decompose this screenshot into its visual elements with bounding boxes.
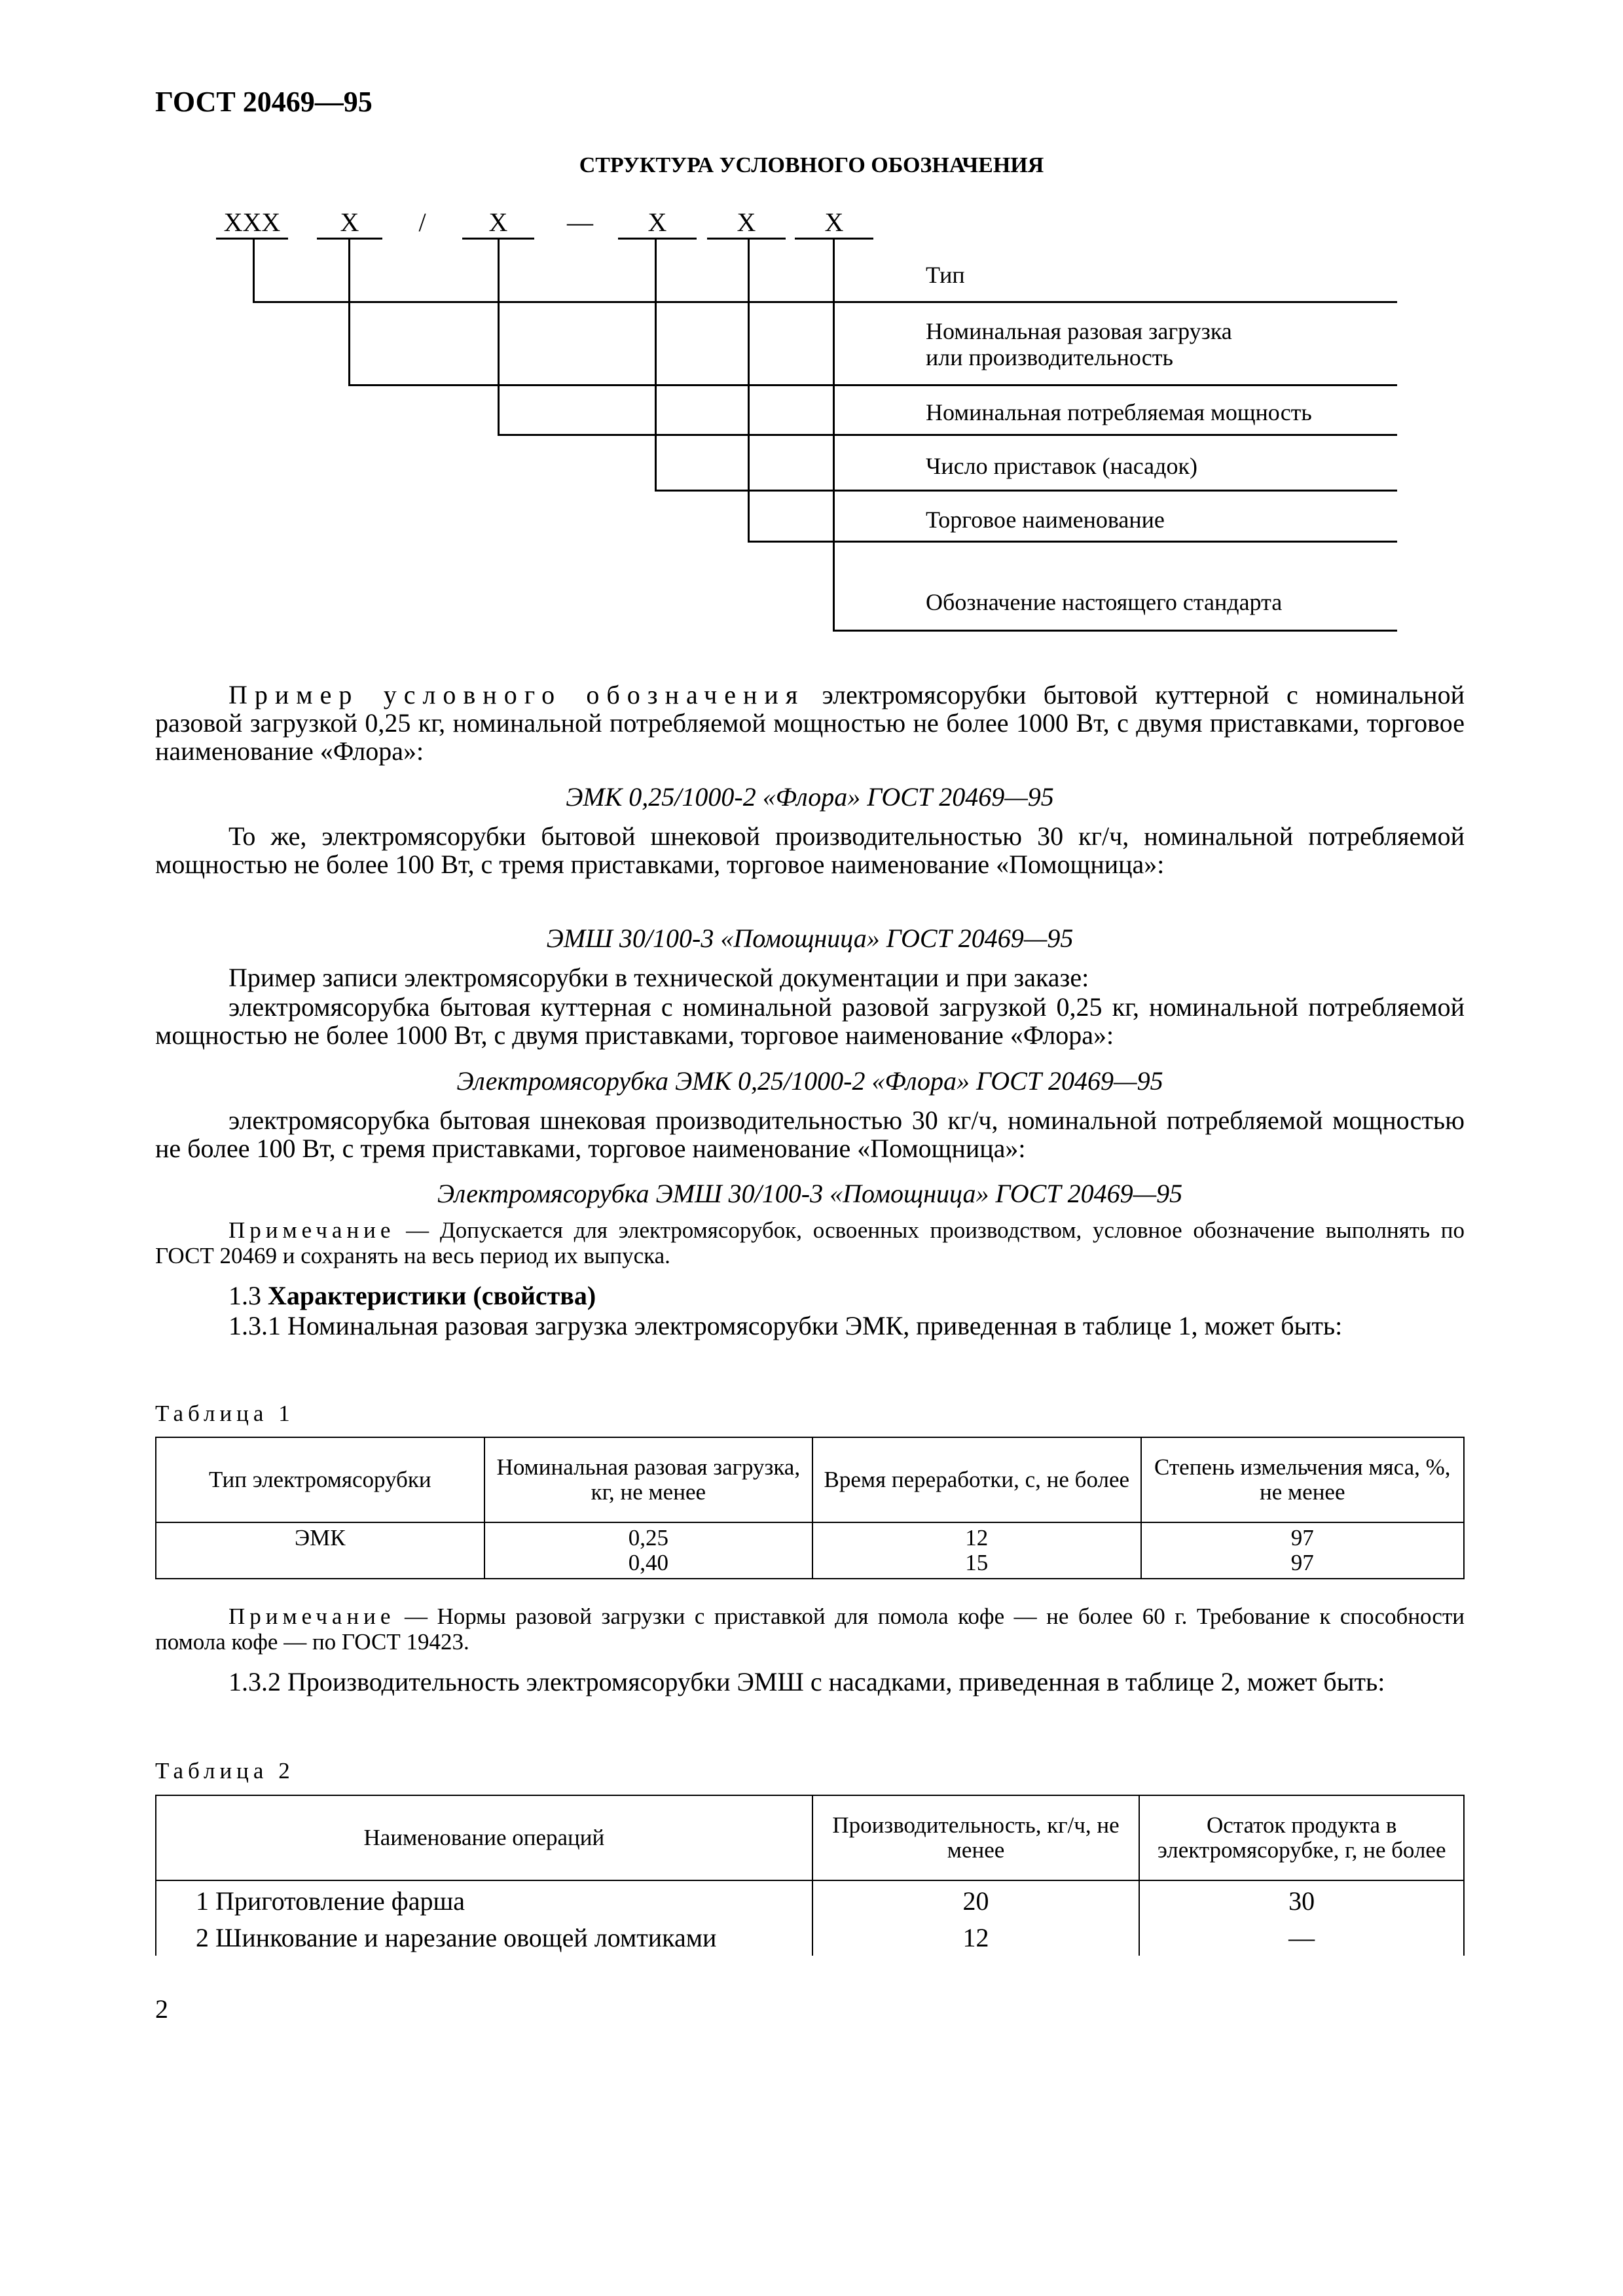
table-cell: ЭМК xyxy=(156,1522,484,1551)
table2-header: Производительность, кг/ч, не менее xyxy=(812,1795,1140,1880)
table1-header: Время переработки, с, не более xyxy=(812,1437,1140,1522)
table-cell: 0,25 xyxy=(484,1522,812,1551)
section-heading xyxy=(155,1282,1465,1310)
note2 xyxy=(155,1604,1465,1655)
table2-header: Наименование операций xyxy=(156,1795,812,1880)
label-type: Тип xyxy=(926,262,965,288)
paragraph-1-3-2: 1.3.2 Производительность электромясорубки ЭМШ с насадками, приведенная в таблице 2, может быть: xyxy=(228,1667,1385,1696)
note1-text: — Допускается для электромясорубок, освоенных производством, условное обозначение выполнять по ГОСТ 20469 и сохранять на весь период их выпуска. xyxy=(155,1217,1465,1268)
table2-label: Таблица 2 xyxy=(155,1758,295,1784)
code-x3: Х xyxy=(647,207,667,237)
code-x2: Х xyxy=(488,207,508,237)
table2-header: Остаток продукта в электромясорубке, г, не более xyxy=(1139,1795,1464,1880)
table-cell: 12 xyxy=(812,1522,1140,1551)
label-attachments: Число приставок (насадок) xyxy=(926,453,1197,479)
table-cell: 30 xyxy=(1139,1880,1464,1920)
code-x1: Х xyxy=(340,207,359,237)
code-dash: — xyxy=(567,207,593,237)
example1-lead: Пример условного обозначения xyxy=(228,680,805,709)
table-row xyxy=(156,1880,1464,1920)
paragraph-1-3-1: 1.3.1 Номинальная разовая загрузка электромясорубки ЭМК, приведенная в таблице 1, может быть: xyxy=(228,1311,1343,1340)
table-cell: 0,40 xyxy=(484,1551,812,1579)
table1-label: Таблица 1 xyxy=(155,1401,295,1426)
note1-lead: Примечание xyxy=(228,1217,395,1243)
record-intro: Пример записи электромясорубки в технической документации и при заказе: xyxy=(228,963,1089,992)
table-cell xyxy=(156,1551,484,1579)
label-load: Номинальная разовая загрузка или производительность xyxy=(926,318,1232,370)
table-cell: 12 xyxy=(812,1920,1140,1956)
code-xxx: ХХХ xyxy=(223,207,281,237)
label-trade-name: Торговое наименование xyxy=(926,507,1165,533)
label-standard: Обозначение настоящего стандарта xyxy=(926,589,1283,615)
note1 xyxy=(155,1217,1465,1268)
section-number: 1.3 xyxy=(228,1281,268,1310)
code-slash: / xyxy=(418,207,426,237)
table-cell: 20 xyxy=(812,1880,1140,1920)
example2-code: ЭМШ 30/100-3 «Помощница» ГОСТ 20469—95 xyxy=(546,924,1074,953)
document-header: ГОСТ 20469—95 xyxy=(155,86,373,118)
example2-text: То же, электромясорубки бытовой шнековой производительностью 30 кг/ч, номинальной потребляемой мощностью не более 100 Вт, с тремя приставками, торговое наименование «Помощница»: xyxy=(155,821,1465,879)
table-row xyxy=(156,1522,1464,1551)
label-power: Номинальная потребляемая мощность xyxy=(926,399,1312,425)
table-cell: 2 Шинкование и нарезание овощей ломтиками xyxy=(156,1920,812,1956)
table-cell: 97 xyxy=(1141,1522,1464,1551)
table2-header-row xyxy=(156,1795,1464,1880)
table-row xyxy=(156,1551,1464,1579)
table-cell: 15 xyxy=(812,1551,1140,1579)
record2-text: электромясорубка бытовая шнековая производительностью 30 кг/ч, номинальной потребляемой мощностью не более 100 Вт, с тремя приставками, торговое наименование «Помощница»: xyxy=(155,1105,1465,1163)
code-x5: Х xyxy=(824,207,844,237)
note2-lead: Примечание xyxy=(228,1604,395,1629)
record2-code: Электромясорубка ЭМШ 30/100-3 «Помощница» ГОСТ 20469—95 xyxy=(437,1179,1183,1208)
note2-text: — Нормы разовой загрузки с приставкой для помола кофе — не более 60 г. Требование к способности помола кофе — по ГОСТ 19423. xyxy=(155,1604,1465,1655)
record1-text: электромясорубка бытовая куттерная с номинальной разовой загрузкой 0,25 кг, номинальной потребляемой мощностью не более 1000 Вт, с двумя приставками, торговое наименование «Флора»: xyxy=(155,992,1465,1050)
table-row xyxy=(156,1920,1464,1956)
table2 xyxy=(155,1795,1465,1956)
table1 xyxy=(155,1437,1465,1579)
table-cell: 97 xyxy=(1141,1551,1464,1579)
code-x4: Х xyxy=(737,207,756,237)
table1-header: Степень измельчения мяса, %, не менее xyxy=(1141,1437,1464,1522)
table1-header-row xyxy=(156,1437,1464,1522)
section-title: Характеристики (свойства) xyxy=(268,1281,596,1310)
page-number: 2 xyxy=(155,1994,168,2024)
example1-code: ЭМК 0,25/1000-2 «Флора» ГОСТ 20469—95 xyxy=(566,782,1054,812)
table1-header: Номинальная разовая загрузка, кг, не менее xyxy=(484,1437,812,1522)
table1-header: Тип электромясорубки xyxy=(156,1437,484,1522)
example1-text: электромясорубки бытовой куттерной с номинальной разовой загрузкой 0,25 кг, номинальной потребляемой мощностью не более 1000 Вт, с двумя приставками, торговое наименование «Флора»: xyxy=(155,680,1465,766)
structure-title: СТРУКТУРА УСЛОВНОГО ОБОЗНАЧЕНИЯ xyxy=(579,153,1044,177)
table-cell: — xyxy=(1139,1920,1464,1956)
record1-code: Электромясорубка ЭМК 0,25/1000-2 «Флора» ГОСТ 20469—95 xyxy=(456,1066,1163,1096)
example1-paragraph xyxy=(155,681,1465,765)
table-cell: 1 Приготовление фарша xyxy=(156,1880,812,1920)
